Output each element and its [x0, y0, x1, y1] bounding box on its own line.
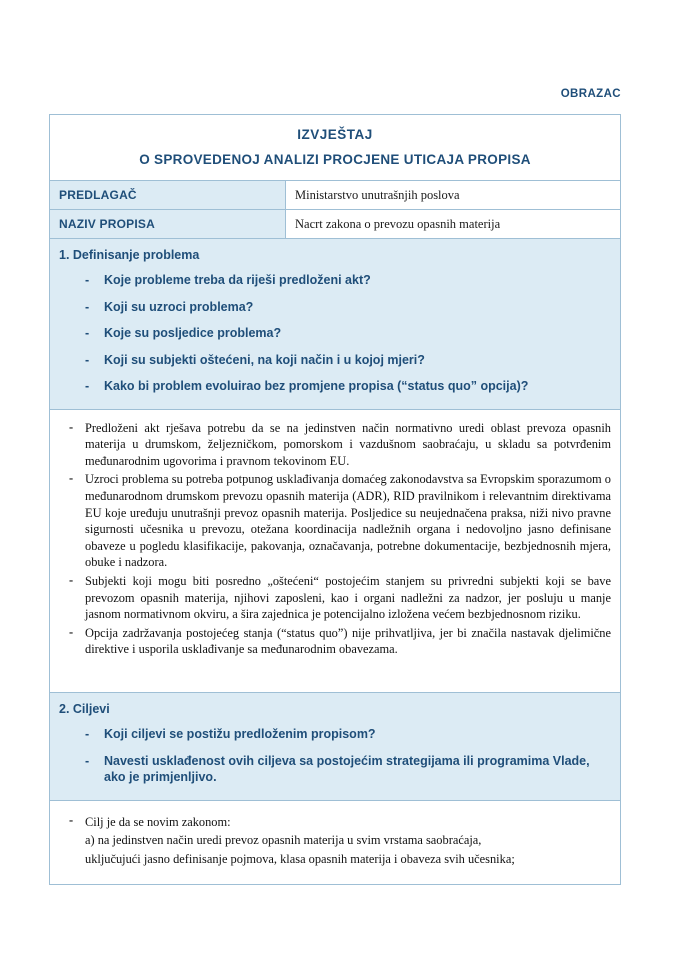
section-1-question: [58, 272, 610, 289]
dash-marker: [85, 299, 104, 316]
section-2-answers: [50, 800, 620, 885]
field-label-predlagac: PREDLAGAČ: [50, 181, 286, 209]
section-1-header: [50, 238, 620, 409]
answer-text: Predloženi akt rješava potrebu da se na jedinstven način normativno uredi oblast prevoza opasnih materija u drumskom, željezničkom, pomorskom i vazdušnom saobraćaju, u skladu sa potvrđenim međunarodnim ugovorima i pravnom tekovinom EU.: [85, 420, 611, 468]
question-text: Koji su uzroci problema?: [104, 299, 254, 314]
section-2-question: [58, 753, 610, 786]
dash-marker: [85, 352, 104, 369]
question-text: Koje su posljedice problema?: [104, 326, 282, 340]
section-1-question: [58, 378, 610, 395]
dash-marker: [85, 753, 104, 786]
answer-text: Opcija zadržavanja postojećeg stanja (“status quo”) nije prihvatljiva, jer bi značila nastavak djelimične direktive i usporila usklađivanje sa međunarodnim obavezama.: [85, 625, 611, 657]
answer-item: [63, 573, 611, 623]
section-1-answers: [50, 409, 620, 693]
report-title-line2: O SPROVEDENOJ ANALIZI PROCJENE UTICAJA PROPISA: [139, 152, 531, 167]
section-1-heading: 1. Definisanje problema: [59, 248, 200, 262]
answer-item: [63, 420, 611, 470]
dash-marker: [63, 573, 85, 623]
dash-marker: [63, 625, 85, 658]
answer-text: [85, 813, 611, 869]
question-text: Koji ciljevi se postižu predloženim propisom?: [104, 727, 376, 742]
section-1-question: [58, 299, 610, 316]
section-2-question: [58, 726, 610, 743]
dash-marker: [63, 420, 85, 470]
question-text: Kako bi problem evoluirao bez promjene propisa (“status quo” opcija)?: [104, 379, 529, 393]
field-label-naziv-propisa: NAZIV PROPISA: [50, 210, 286, 238]
dash-marker: [85, 325, 104, 342]
dash-marker: [63, 813, 85, 869]
answer-item: [63, 813, 611, 869]
question-text: Koji su subjekti oštećeni, na koji način i u kojoj mjeri?: [104, 352, 425, 367]
answer-line: uključujući jasno definisanje pojmova, klasa opasnih materija i obaveza svih učesnika;: [85, 851, 515, 866]
answer-text: Uzroci problema su potreba potpunog usklađivanja domaćeg zakonodavstva sa Evropskim sporazumom o međunarodnom drumskom prevozu opasnih materija (ADR), RID pravilnikom i relevantnim direktivama EU koje uređuju unutrašnji prevoz opasnih materija. Posljedice su neujednačena praksa, niži nivo pravne sigurnosti učesnika u prevozu, otežana koordinacija nadležnih organa i nedovoljno jasno definisane obaveze u pogledu klasifikacije, pakovanja, označavanja, potrebne dokumentacije, bezbjednosnih mjera, obuke i nadzora.: [85, 472, 611, 570]
answer-intro-line: Cilj je da se novim zakonom:: [85, 814, 231, 829]
report-form: [49, 114, 621, 885]
form-type-label: OBRAZAC: [560, 88, 621, 100]
section-2-heading: 2. Ciljevi: [59, 702, 110, 717]
question-text: Navesti usklađenost ovih ciljeva sa postojećim strategijama ili programima Vlade, ako je primjenljivo.: [104, 753, 590, 785]
question-text: Koje probleme treba da riješi predloženi akt?: [104, 273, 371, 287]
answer-text: Subjekti koji mogu biti posredno „oštećeni“ postojećim stanjem su privredni subjekti koji se bave prevozom opasnih materija, njihovi zaposleni, kao i organi nadležni za nadzor, jer posluju u manje jasnom normativnom okviru, a šira zajednica je potencijalno izložena većem bezbjednosnom riziku.: [85, 573, 611, 622]
field-value-naziv-propisa: Nacrt zakona o prevozu opasnih materija: [295, 217, 501, 231]
report-title: [50, 115, 620, 180]
field-value-predlagac: Ministarstvo unutrašnjih poslova: [295, 188, 460, 202]
answer-item: [63, 625, 611, 658]
section-2-header: [50, 692, 620, 800]
field-row-predlagac: [50, 180, 620, 209]
dash-marker: [85, 726, 104, 743]
dash-marker: [85, 272, 104, 289]
answer-item: [63, 471, 611, 571]
dash-marker: [85, 378, 104, 395]
dash-marker: [63, 471, 85, 571]
answer-line: a) na jedinstven način uredi prevoz opasnih materija u svim vrstama saobraćaja,: [85, 833, 482, 848]
section-1-question: [58, 325, 610, 342]
section-1-question: [58, 352, 610, 369]
field-row-naziv-propisa: [50, 209, 620, 238]
report-title-line1: IZVJEŠTAJ: [297, 127, 373, 142]
